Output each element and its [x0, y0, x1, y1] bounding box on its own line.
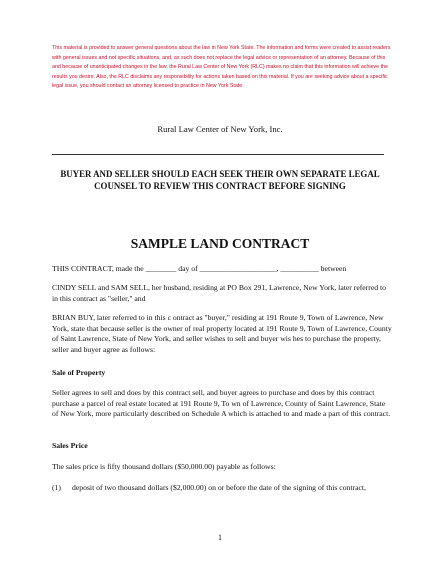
payment-item-number: (1) [52, 483, 61, 492]
document-title: SAMPLE LAND CONTRACT [130, 236, 310, 251]
payment-item-1 [52, 483, 392, 494]
legal-disclaimer: This material is provided to answer general questions about the law in New York State. The information and forms were created to assist readers with general issues and not specific situations, and, as such does not replace the legal advice or representation of an attorney. Because of this and because of unanticipated changes in the law, the Rural Law Center of New York (RLC) makes no claim that this information will achieve the results you desire. Also, the RLC disclaims any responsibility for actions taken based on this material. If you are seeking advice about a specific legal issue, you should contact an attorney licensed to practice in New York State. [52, 45, 391, 89]
sales-price-heading: Sales Price [52, 441, 88, 450]
legal-counsel-warning: BUYER AND SELLER SHOULD EACH SEEK THEIR OWN SEPARATE LEGAL COUNSEL TO REVIEW THIS CONTRACT BEFORE SIGNING [60, 169, 380, 191]
page-number: 1 [218, 533, 222, 542]
sale-of-property-text: Seller agrees to sell and does by this contract sell, and buyer agrees to purchase and does by this contract purchase a parcel of real estate located at 191 Route 9, To wn of Lawrence, County of Saint Lawrence, State of New York, more particularly described on Schedule A which is attached to and made a part of this contract. [52, 388, 391, 419]
buyer-paragraph: BRIAN BUY, later referred to in this c ontract as "buyer," residing at 191 Route 9, Town of Lawrence, New York, state that because seller is the owner of real property located at 191 Route 9, Town of Lawrence, County of Saint Lawrence, State of New York, and seller wishes to sell and buyer wis hes to purchase the property, seller and buyer agree as follows: [52, 313, 392, 354]
sales-price-text: The sales price is fifty thousand dollars ($50,000.00) payable as follows: [52, 462, 276, 471]
seller-paragraph: CINDY SELL and SAM SELL, her husband, residing at PO Box 291, Lawrence, New York, later referred to in this contract as "seller," and [52, 283, 386, 303]
sale-of-property-heading: Sale of Property [52, 368, 106, 377]
horizontal-rule [52, 154, 384, 155]
organization-name: Rural Law Center of New York, Inc. [157, 124, 283, 134]
payment-item-text: deposit of two thousand dollars ($2,000.00) on or before the date of the signing of this contract, [72, 483, 366, 492]
contract-intro: THIS CONTRACT, made the ________ day of ____________________, __________ between [52, 264, 347, 273]
